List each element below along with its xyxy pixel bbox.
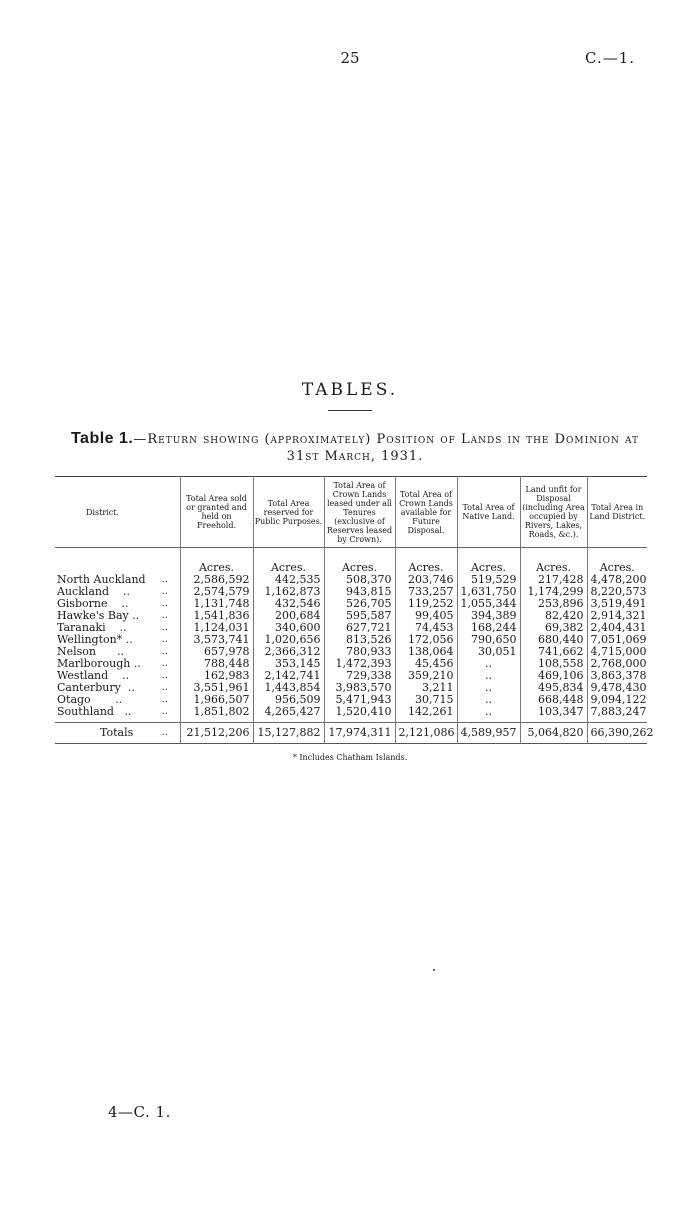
table-number: Table 1. (70, 430, 134, 447)
cell-crown-leased: 1,520,410 (324, 706, 395, 723)
units-cell: Acres. (395, 548, 457, 575)
header-spacer (150, 477, 180, 548)
cell-public-purposes: 1,020,656 (253, 634, 324, 646)
table-header-row (55, 477, 647, 548)
district-name: Auckland .. (57, 585, 131, 598)
cell-public-purposes: 1,443,854 (253, 682, 324, 694)
cell-public-purposes: 956,509 (253, 694, 324, 706)
cell-native-land: 790,650 (457, 634, 520, 646)
page-reference: C.—1. (585, 49, 636, 67)
cell-native-land: 1,055,344 (457, 598, 520, 610)
leader-dots: .. (150, 706, 180, 723)
district-name: Westland .. (57, 669, 130, 682)
leader-dots: .. (150, 694, 180, 706)
cell-native-land: .. (457, 682, 520, 694)
cell-native-land: 30,051 (457, 646, 520, 658)
cell-future-disposal: 733,257 (395, 586, 457, 598)
cell-land-unfit: 469,106 (520, 670, 587, 682)
cell-land-district: 7,883,247 (590, 705, 647, 718)
cell-land-district: 2,914,321 (590, 609, 647, 622)
cell-future-disposal: 99,405 (395, 610, 457, 622)
header-district: District. (55, 477, 150, 548)
cell-freehold: 2,586,592 (180, 574, 253, 586)
cell-freehold: 1,966,507 (180, 694, 253, 706)
header-public-purposes: Total Area reserved for Public Purposes. (253, 477, 324, 548)
cell-crown-leased: 813,526 (324, 634, 395, 646)
leader-dots: .. (150, 658, 180, 670)
district-name: Southland .. (57, 705, 132, 718)
cell-land-district: 3,519,491 (590, 597, 647, 610)
cell-land-unfit: 668,448 (520, 694, 587, 706)
cell-land-unfit: 253,896 (520, 598, 587, 610)
units-row (55, 548, 647, 575)
cell-crown-leased: 729,338 (324, 670, 395, 682)
cell-public-purposes: 200,684 (253, 610, 324, 622)
cell-public-purposes: 432,546 (253, 598, 324, 610)
cell-land-district: 7,051,069 (590, 633, 647, 646)
cell-freehold: 657,978 (180, 646, 253, 658)
cell-land-district: 4,715,000 (590, 645, 647, 658)
cell-native-land: 519,529 (457, 574, 520, 586)
cell-freehold: 3,551,961 (180, 682, 253, 694)
cell-native-land: .. (457, 670, 520, 682)
total-crown-leased: 17,974,311 (324, 723, 395, 744)
units-cell: Acres. (457, 548, 520, 575)
leader-dots: .. (150, 670, 180, 682)
cell-freehold: 1,851,802 (180, 706, 253, 723)
totals-row (55, 723, 647, 744)
district-name: Marlborough .. (57, 657, 141, 670)
leader-dots: .. (150, 586, 180, 598)
cell-future-disposal: 203,746 (395, 574, 457, 586)
cell-native-land: .. (457, 694, 520, 706)
leader-dots: .. (150, 610, 180, 622)
cell-land-unfit: 69,382 (520, 622, 587, 634)
totals-label: Totals (55, 723, 150, 744)
header-crown-leased: Total Area of Crown Lands leased under all Tenures (exclusive of Reserves leased by Crown). (324, 477, 395, 548)
cell-public-purposes: 2,366,312 (253, 646, 324, 658)
print-speck (433, 969, 435, 971)
units-cell: Acres. (599, 561, 635, 574)
cell-land-district: 2,404,431 (590, 621, 647, 634)
district-name: North Auckland (57, 573, 146, 586)
table-body (55, 548, 647, 723)
district-name: Nelson .. (57, 645, 124, 658)
cell-freehold: 2,574,579 (180, 586, 253, 598)
header-land-unfit: Land unfit for Disposal (including Area occupied by Rivers, Lakes, Roads, &c.). (520, 477, 587, 548)
cell-future-disposal: 172,056 (395, 634, 457, 646)
district-name: Gisborne .. (57, 597, 129, 610)
cell-freehold: 788,448 (180, 658, 253, 670)
cell-future-disposal: 74,453 (395, 622, 457, 634)
cell-native-land: .. (457, 658, 520, 670)
cell-land-unfit: 103,347 (520, 706, 587, 723)
cell-land-unfit: 1,174,299 (520, 586, 587, 598)
cell-land-district: 9,094,122 (590, 693, 647, 706)
header-total-area: Total Area in Land District. (587, 477, 647, 548)
total-public-purposes: 15,127,882 (253, 723, 324, 744)
section-heading: TABLES. (301, 380, 399, 400)
cell-land-district: 2,768,000 (590, 657, 647, 670)
cell-freehold: 1,541,836 (180, 610, 253, 622)
cell-native-land: 394,389 (457, 610, 520, 622)
header-freehold: Total Area sold or granted and held on Freehold. (180, 477, 253, 548)
leader-dots: .. (150, 634, 180, 646)
cell-crown-leased: 1,472,393 (324, 658, 395, 670)
units-cell: Acres. (324, 548, 395, 575)
units-blank (55, 548, 150, 575)
totals-leader-dots: .. (150, 723, 180, 744)
cell-land-unfit: 741,662 (520, 646, 587, 658)
cell-land-district: 8,220,573 (590, 585, 647, 598)
cell-public-purposes: 442,535 (253, 574, 324, 586)
leader-dots: .. (150, 622, 180, 634)
cell-crown-leased: 5,471,943 (324, 694, 395, 706)
leader-dots: .. (150, 646, 180, 658)
cell-crown-leased: 943,815 (324, 586, 395, 598)
cell-freehold: 1,131,748 (180, 598, 253, 610)
header-future-disposal: Total Area of Crown Lands available for Future Disposal. (395, 477, 457, 548)
cell-crown-leased: 595,587 (324, 610, 395, 622)
table-title: —Return showing (approximately) Position of Lands in the Dominion at 31st March, 1931. (133, 432, 640, 464)
cell-crown-leased: 526,705 (324, 598, 395, 610)
cell-land-unfit: 680,440 (520, 634, 587, 646)
cell-future-disposal: 3,211 (395, 682, 457, 694)
units-cell: Acres. (180, 548, 253, 575)
cell-future-disposal: 45,456 (395, 658, 457, 670)
cell-freehold: 162,983 (180, 670, 253, 682)
cell-land-unfit: 82,420 (520, 610, 587, 622)
table-caption (60, 430, 650, 465)
cell-public-purposes: 353,145 (253, 658, 324, 670)
page-number: 25 (340, 49, 360, 67)
cell-land-unfit: 108,558 (520, 658, 587, 670)
total-land-district: 66,390,262 (587, 723, 647, 744)
cell-future-disposal: 119,252 (395, 598, 457, 610)
total-native-land: 4,589,957 (457, 723, 520, 744)
leader-dots: .. (150, 598, 180, 610)
cell-native-land: .. (457, 706, 520, 723)
total-future-disposal: 2,121,086 (395, 723, 457, 744)
cell-future-disposal: 359,210 (395, 670, 457, 682)
cell-native-land: 1,631,750 (457, 586, 520, 598)
heading-rule (328, 410, 372, 411)
cell-public-purposes: 4,265,427 (253, 706, 324, 723)
table-row (55, 706, 647, 723)
cell-land-unfit: 217,428 (520, 574, 587, 586)
printer-signature: 4—C. 1. (108, 1103, 171, 1121)
units-cell: Acres. (520, 548, 587, 575)
cell-land-unfit: 495,834 (520, 682, 587, 694)
cell-crown-leased: 508,370 (324, 574, 395, 586)
leader-dots: .. (150, 574, 180, 586)
cell-public-purposes: 2,142,741 (253, 670, 324, 682)
total-freehold: 21,512,206 (180, 723, 253, 744)
cell-public-purposes: 340,600 (253, 622, 324, 634)
cell-future-disposal: 138,064 (395, 646, 457, 658)
cell-crown-leased: 627,721 (324, 622, 395, 634)
leader-dots: .. (150, 682, 180, 694)
district-name: Wellington* .. (57, 633, 133, 646)
units-cell: Acres. (253, 548, 324, 575)
cell-public-purposes: 1,162,873 (253, 586, 324, 598)
district-name: Canterbury .. (57, 681, 135, 694)
cell-land-district: 4,478,200 (590, 573, 647, 586)
cell-crown-leased: 3,983,570 (324, 682, 395, 694)
cell-land-district: 9,478,430 (590, 681, 647, 694)
header-native-land: Total Area of Native Land. (457, 477, 520, 548)
cell-crown-leased: 780,933 (324, 646, 395, 658)
district-name: Hawke's Bay .. (57, 609, 140, 622)
cell-future-disposal: 142,261 (395, 706, 457, 723)
district-name: Taranaki .. (57, 621, 127, 634)
land-position-table (55, 476, 654, 744)
district-name: Otago .. (57, 693, 123, 706)
footnote: * Includes Chatham Islands. (292, 753, 408, 762)
cell-native-land: 168,244 (457, 622, 520, 634)
cell-freehold: 1,124,031 (180, 622, 253, 634)
total-land-unfit: 5,064,820 (520, 723, 587, 744)
cell-future-disposal: 30,715 (395, 694, 457, 706)
cell-freehold: 3,573,741 (180, 634, 253, 646)
cell-land-district: 3,863,378 (590, 669, 647, 682)
units-blank (150, 548, 180, 575)
